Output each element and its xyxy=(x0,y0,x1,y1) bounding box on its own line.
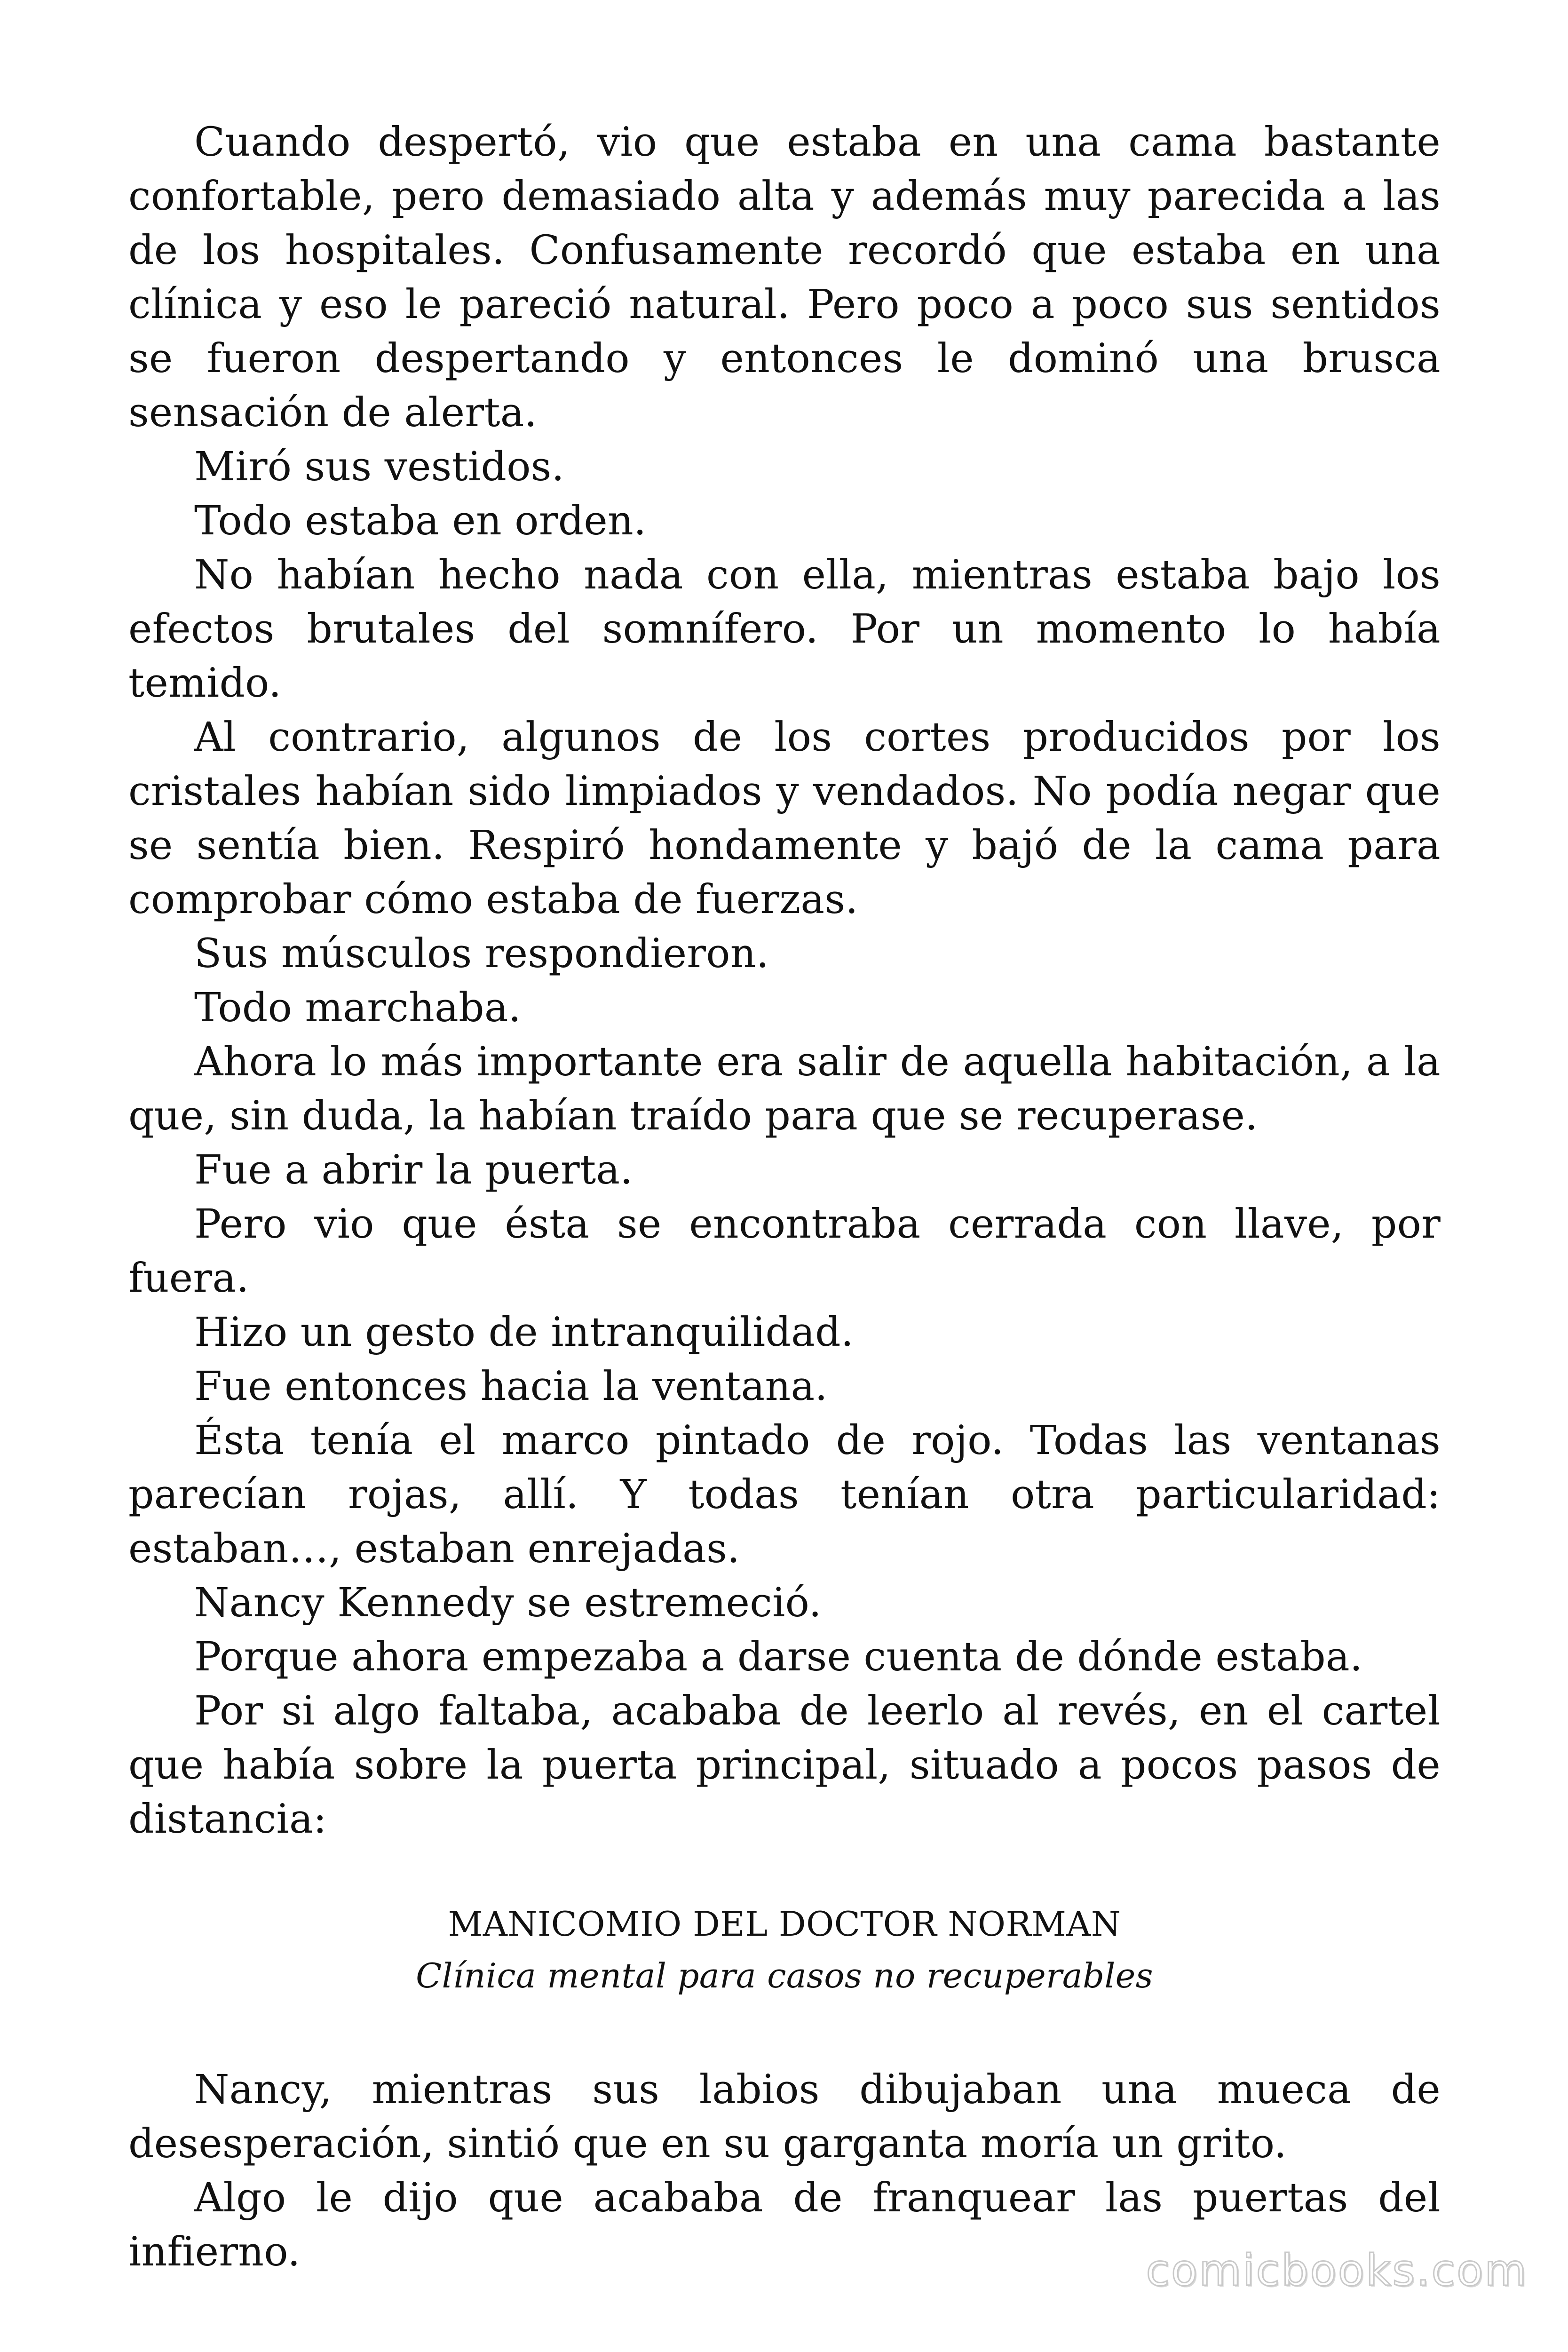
paragraph: Hizo un gesto de intranquilidad. xyxy=(194,1309,854,1356)
sign-subtitle: Clínica mental para casos no recuperables xyxy=(416,1956,1153,1995)
page-body xyxy=(128,115,1441,2279)
paragraph: Nancy, mientras sus labios dibujaban una mueca de desesperación, sintió que en su garganta moría un grito. xyxy=(128,2066,1441,2167)
paragraph: Sus músculos respondieron. xyxy=(194,930,769,977)
paragraph: Ésta tenía el marco pintado de rojo. Todas las ventanas parecían rojas, allí. Y todas tenían otra particularidad: estaban…, estaban enrejadas. xyxy=(128,1417,1441,1572)
paragraph: Miró sus vestidos. xyxy=(194,444,564,490)
paragraph: Porque ahora empezaba a darse cuenta de dónde estaba. xyxy=(194,1634,1363,1680)
paragraph: Por si algo faltaba, acababa de leerlo al revés, en el cartel que había sobre la puerta principal, situado a pocos pasos de distancia: xyxy=(128,1688,1441,1843)
paragraph: Pero vio que ésta se encontraba cerrada con llave, por fuera. xyxy=(128,1201,1441,1302)
paragraph: Fue entonces hacia la ventana. xyxy=(194,1363,828,1410)
paragraph: Algo le dijo que acababa de franquear las puertas del infierno. xyxy=(128,2175,1441,2275)
sign-quote xyxy=(128,1898,1441,2002)
paragraph: Fue a abrir la puerta. xyxy=(194,1147,633,1193)
paragraph: Nancy Kennedy se estremeció. xyxy=(194,1580,822,1626)
paragraph: Todo estaba en orden. xyxy=(194,498,647,544)
paragraph: Todo marchaba. xyxy=(194,985,522,1031)
paragraph: Al contrario, algunos de los cortes producidos por los cristales habían sido limpiados y vendados. No podía negar que se sentía bien. Respiró hondamente y bajó de la cama para comprobar cómo estaba de fuerzas. xyxy=(128,714,1441,923)
paragraph: Cuando despertó, vio que estaba en una cama bastante confortable, pero demasiado alta y además muy parecida a las de los hospitales. Confusamente recordó que estaba en una clínica y eso le pareció natural. Pero poco a poco sus sentidos se fueron despertando y entonces le dominó una brusca sensación de alerta. xyxy=(128,119,1441,436)
watermark: comicbooks.com xyxy=(1146,2245,1528,2296)
paragraph: Ahora lo más importante era salir de aquella habitación, a la que, sin duda, la habían traído para que se recuperase. xyxy=(128,1039,1441,1139)
sign-title: MANICOMIO DEL DOCTOR NORMAN xyxy=(448,1904,1121,1944)
paragraph: No habían hecho nada con ella, mientras estaba bajo los efectos brutales del somnífero. Por un momento lo había temido. xyxy=(128,552,1441,707)
